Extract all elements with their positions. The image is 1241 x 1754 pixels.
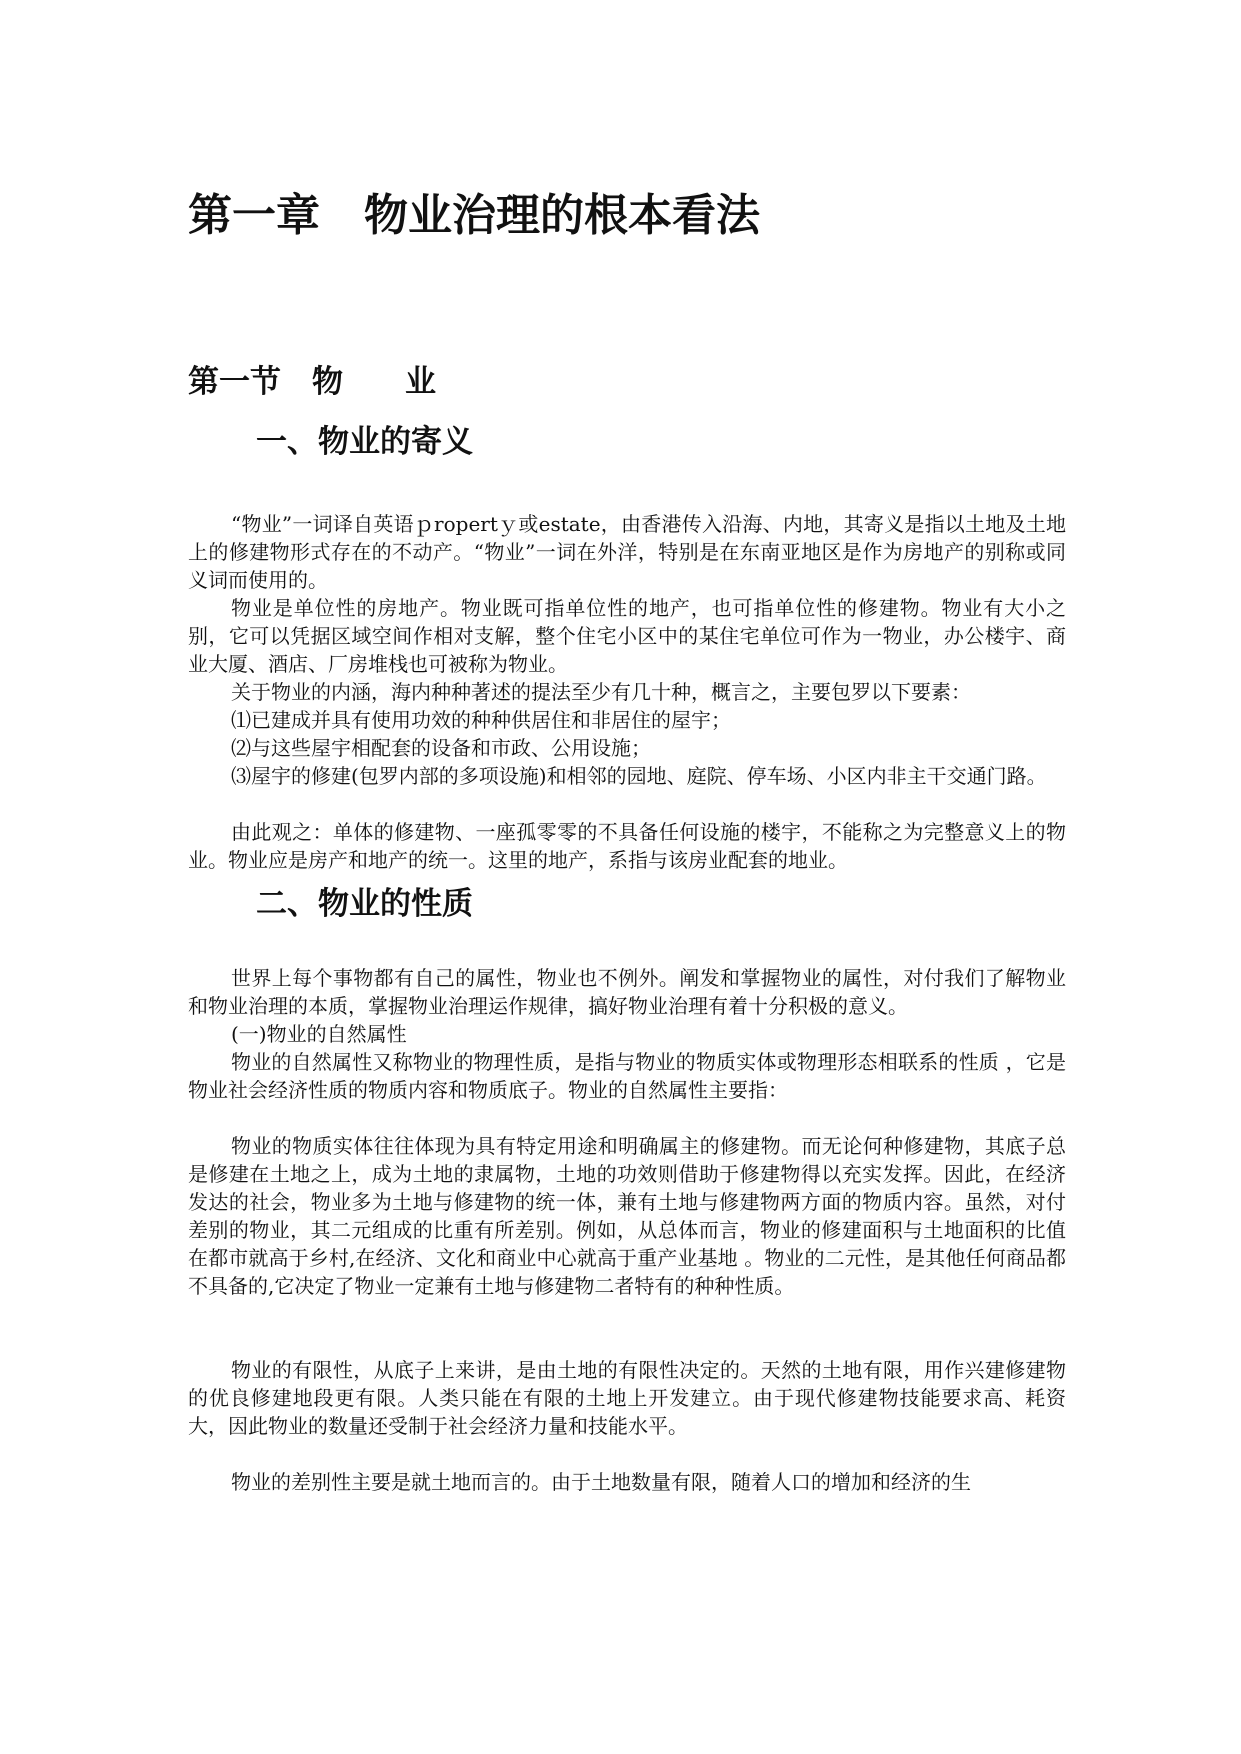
paragraph: 物业的有限性，从底子上来讲，是由土地的有限性决定的。天然的土地有限，用作兴建修建物的优良修建地段更有限。人类只能在有限的土地上开发建立。由于现代修建物技能要求高、耗资大，因此物业的数量还受制于社会经济力量和技能水平。 bbox=[188, 1358, 1066, 1438]
paragraph: 物业的自然属性又称物业的物理性质，是指与物业的物质实体或物理形态相联系的性质 ，它是物业社会经济性质的物质内容和物质底子。物业的自然属性主要指： bbox=[188, 1050, 1066, 1102]
paragraph: 物业的差别性主要是就土地而言的。由于土地数量有限，随着人口的增加和经济的生 bbox=[231, 1470, 971, 1494]
subsection-title-1: 一、物业的寄义 bbox=[256, 424, 473, 460]
subheading: (一)物业的自然属性 bbox=[231, 1022, 407, 1046]
paragraph: 世界上每个事物都有自己的属性，物业也不例外。阐发和掌握物业的属性，对付我们了解物业和物业治理的本质，掌握物业治理运作规律，搞好物业治理有着十分积极的意义。 bbox=[188, 966, 1066, 1018]
paragraph: 物业的物质实体往往体现为具有特定用途和明确属主的修建物。而无论何种修建物，其底子总是修建在土地之上，成为土地的隶属物，土地的功效则借助于修建物得以充实发挥。因此，在经济发达的社会，物业多为土地与修建物的统一体，兼有土地与修建物两方面的物质内容。虽然，对付差别的物业，其二元组成的比重有所差别。例如，从总体而言，物业的修建面积与土地面积的比值在都市就高于乡村,在经济、文化和商业中心就高于重产业基地 。物业的二元性，是其他任何商品都不具备的,它决定了物业一定兼有土地与修建物二者特有的种种性质。 bbox=[188, 1134, 1066, 1298]
list-item: ⑴已建成并具有使用功效的种种供居住和非居住的屋宇； bbox=[231, 708, 731, 732]
paragraph: 物业是单位性的房地产。物业既可指单位性的地产，也可指单位性的修建物。物业有大小之别，它可以凭据区域空间作相对支解，整个住宅小区中的某住宅单位可作为一物业，办公楼宇、商业大厦、酒店、厂房堆栈也可被称为物业。 bbox=[188, 596, 1066, 676]
list-item: ⑶屋宇的修建(包罗内部的多项设施)和相邻的园地、庭院、停车场、小区内非主干交通门路。 bbox=[231, 764, 1047, 788]
chapter-title: 第一章 物业治理的根本看法 bbox=[188, 190, 760, 241]
paragraph: 关于物业的内涵，海内种种著述的提法至少有几十种，概言之，主要包罗以下要素： bbox=[231, 680, 971, 704]
section-title: 第一节 物 业 bbox=[188, 364, 436, 400]
paragraph: “物业”一词译自英语ｐropertｙ或estate，由香港传入沿海、内地，其寄义是指以土地及土地上的修建物形式存在的不动产。“物业”一词在外洋，特别是在东南亚地区是作为房地产的别称或同义词而使用的。 bbox=[188, 512, 1066, 592]
paragraph: 由此观之：单体的修建物、一座孤零零的不具备任何设施的楼宇，不能称之为完整意义上的物业。物业应是房产和地产的统一。这里的地产，系指与该房业配套的地业。 bbox=[188, 820, 1066, 872]
list-item: ⑵与这些屋宇相配套的设备和市政、公用设施； bbox=[231, 736, 651, 760]
subsection-title-2: 二、物业的性质 bbox=[256, 886, 473, 922]
